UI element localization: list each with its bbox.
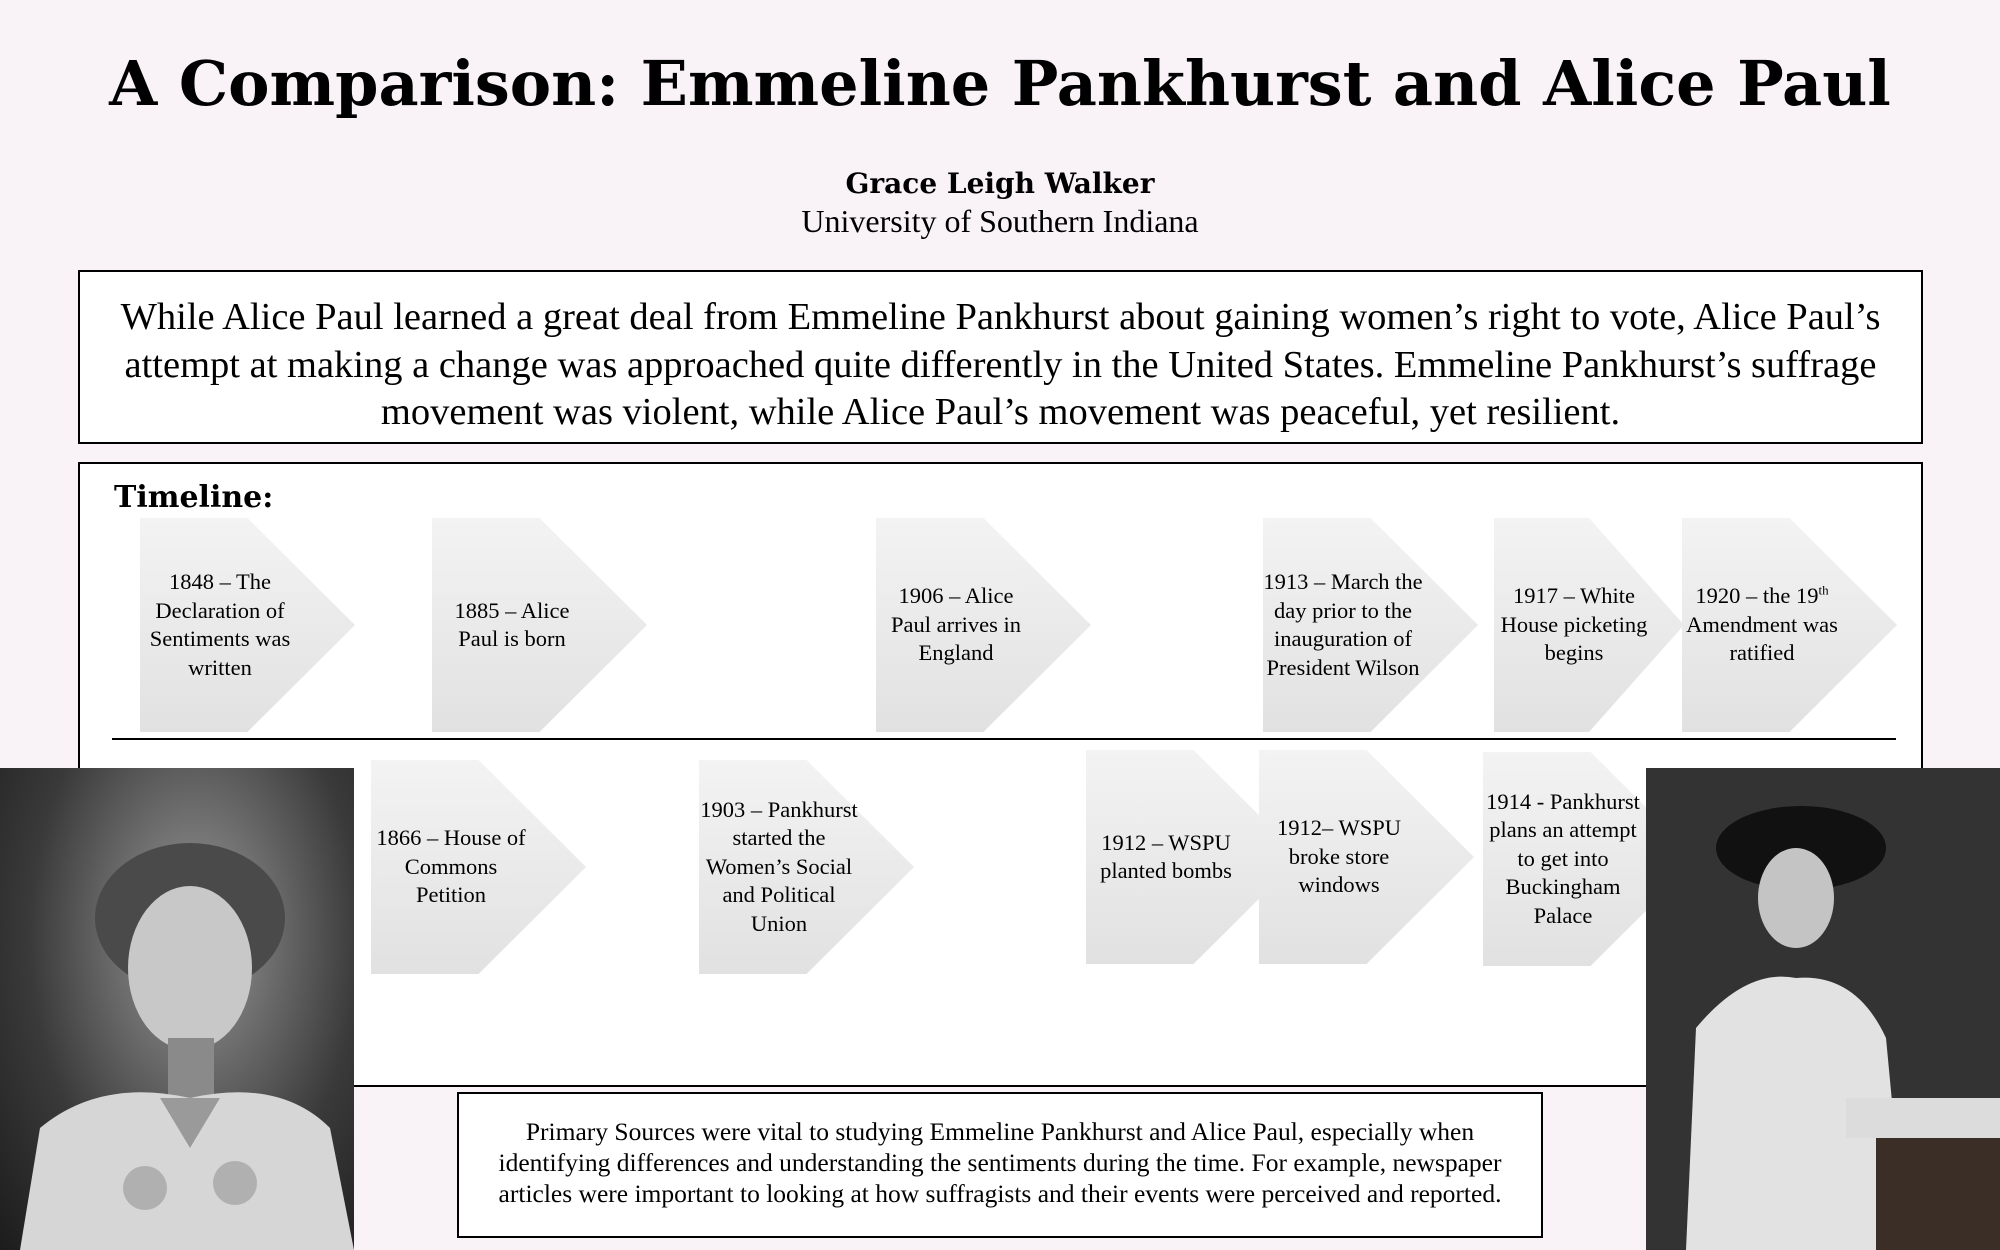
portrait-photo-icon bbox=[1646, 768, 2000, 1250]
timeline-event-1914: 1914 - Pankhurst plans an attempt to get into Buckingham Palace bbox=[1486, 788, 1640, 928]
page-title: A Comparison: Emmeline Pankhurst and Alice Paul bbox=[109, 47, 1891, 120]
timeline-event-1866: 1866 – House of Commons Petition bbox=[376, 825, 526, 908]
thesis-box: While Alice Paul learned a great deal from Emmeline Pankhurst about gaining women’s right to vote, Alice Paul’s attempt at making a change was approached quite differently in the United States. Emmeline Pankhurst’s suffrage movement was violent, while Alice Paul’s movement was peaceful, yet resilient. bbox=[78, 270, 1923, 444]
timeline-event-1917: 1917 – White House picketing begins bbox=[1500, 583, 1648, 666]
timeline-axis bbox=[112, 738, 1896, 740]
timeline-event-1913: 1913 – March the day prior to the inauguration of President Wilson bbox=[1263, 569, 1423, 680]
timeline-event-1920: 1920 – the 19th Amendment was ratified bbox=[1686, 582, 1838, 666]
affiliation: University of Southern Indiana bbox=[801, 203, 1199, 239]
timeline-event-1848: 1848 – The Declaration of Sentiments was written bbox=[149, 569, 291, 680]
paul-portrait bbox=[1646, 768, 2000, 1250]
primary-sources-box: Primary Sources were vital to studying Emmeline Pankhurst and Alice Paul, especially when identifying differences and understanding the sentiments during the time. For example, newspaper articles were important to looking at how suffragists and their events were perceived and reported. bbox=[457, 1092, 1543, 1238]
timeline-event-1906: 1906 – Alice Paul arrives in England bbox=[891, 583, 1021, 666]
pankhurst-portrait bbox=[0, 768, 354, 1250]
timeline-event-1885: 1885 – Alice Paul is born bbox=[454, 597, 570, 651]
timeline-event-1912-windows: 1912– WSPU broke store windows bbox=[1277, 815, 1401, 898]
timeline-event-1912-bombs: 1912 – WSPU planted bombs bbox=[1100, 829, 1232, 883]
author-name: Grace Leigh Walker bbox=[845, 167, 1155, 200]
timeline-event-1903: 1903 – Pankhurst started the Women’s Social and Political Union bbox=[700, 796, 858, 936]
portrait-photo-icon bbox=[0, 768, 354, 1250]
timeline-label: Timeline: bbox=[114, 480, 274, 515]
